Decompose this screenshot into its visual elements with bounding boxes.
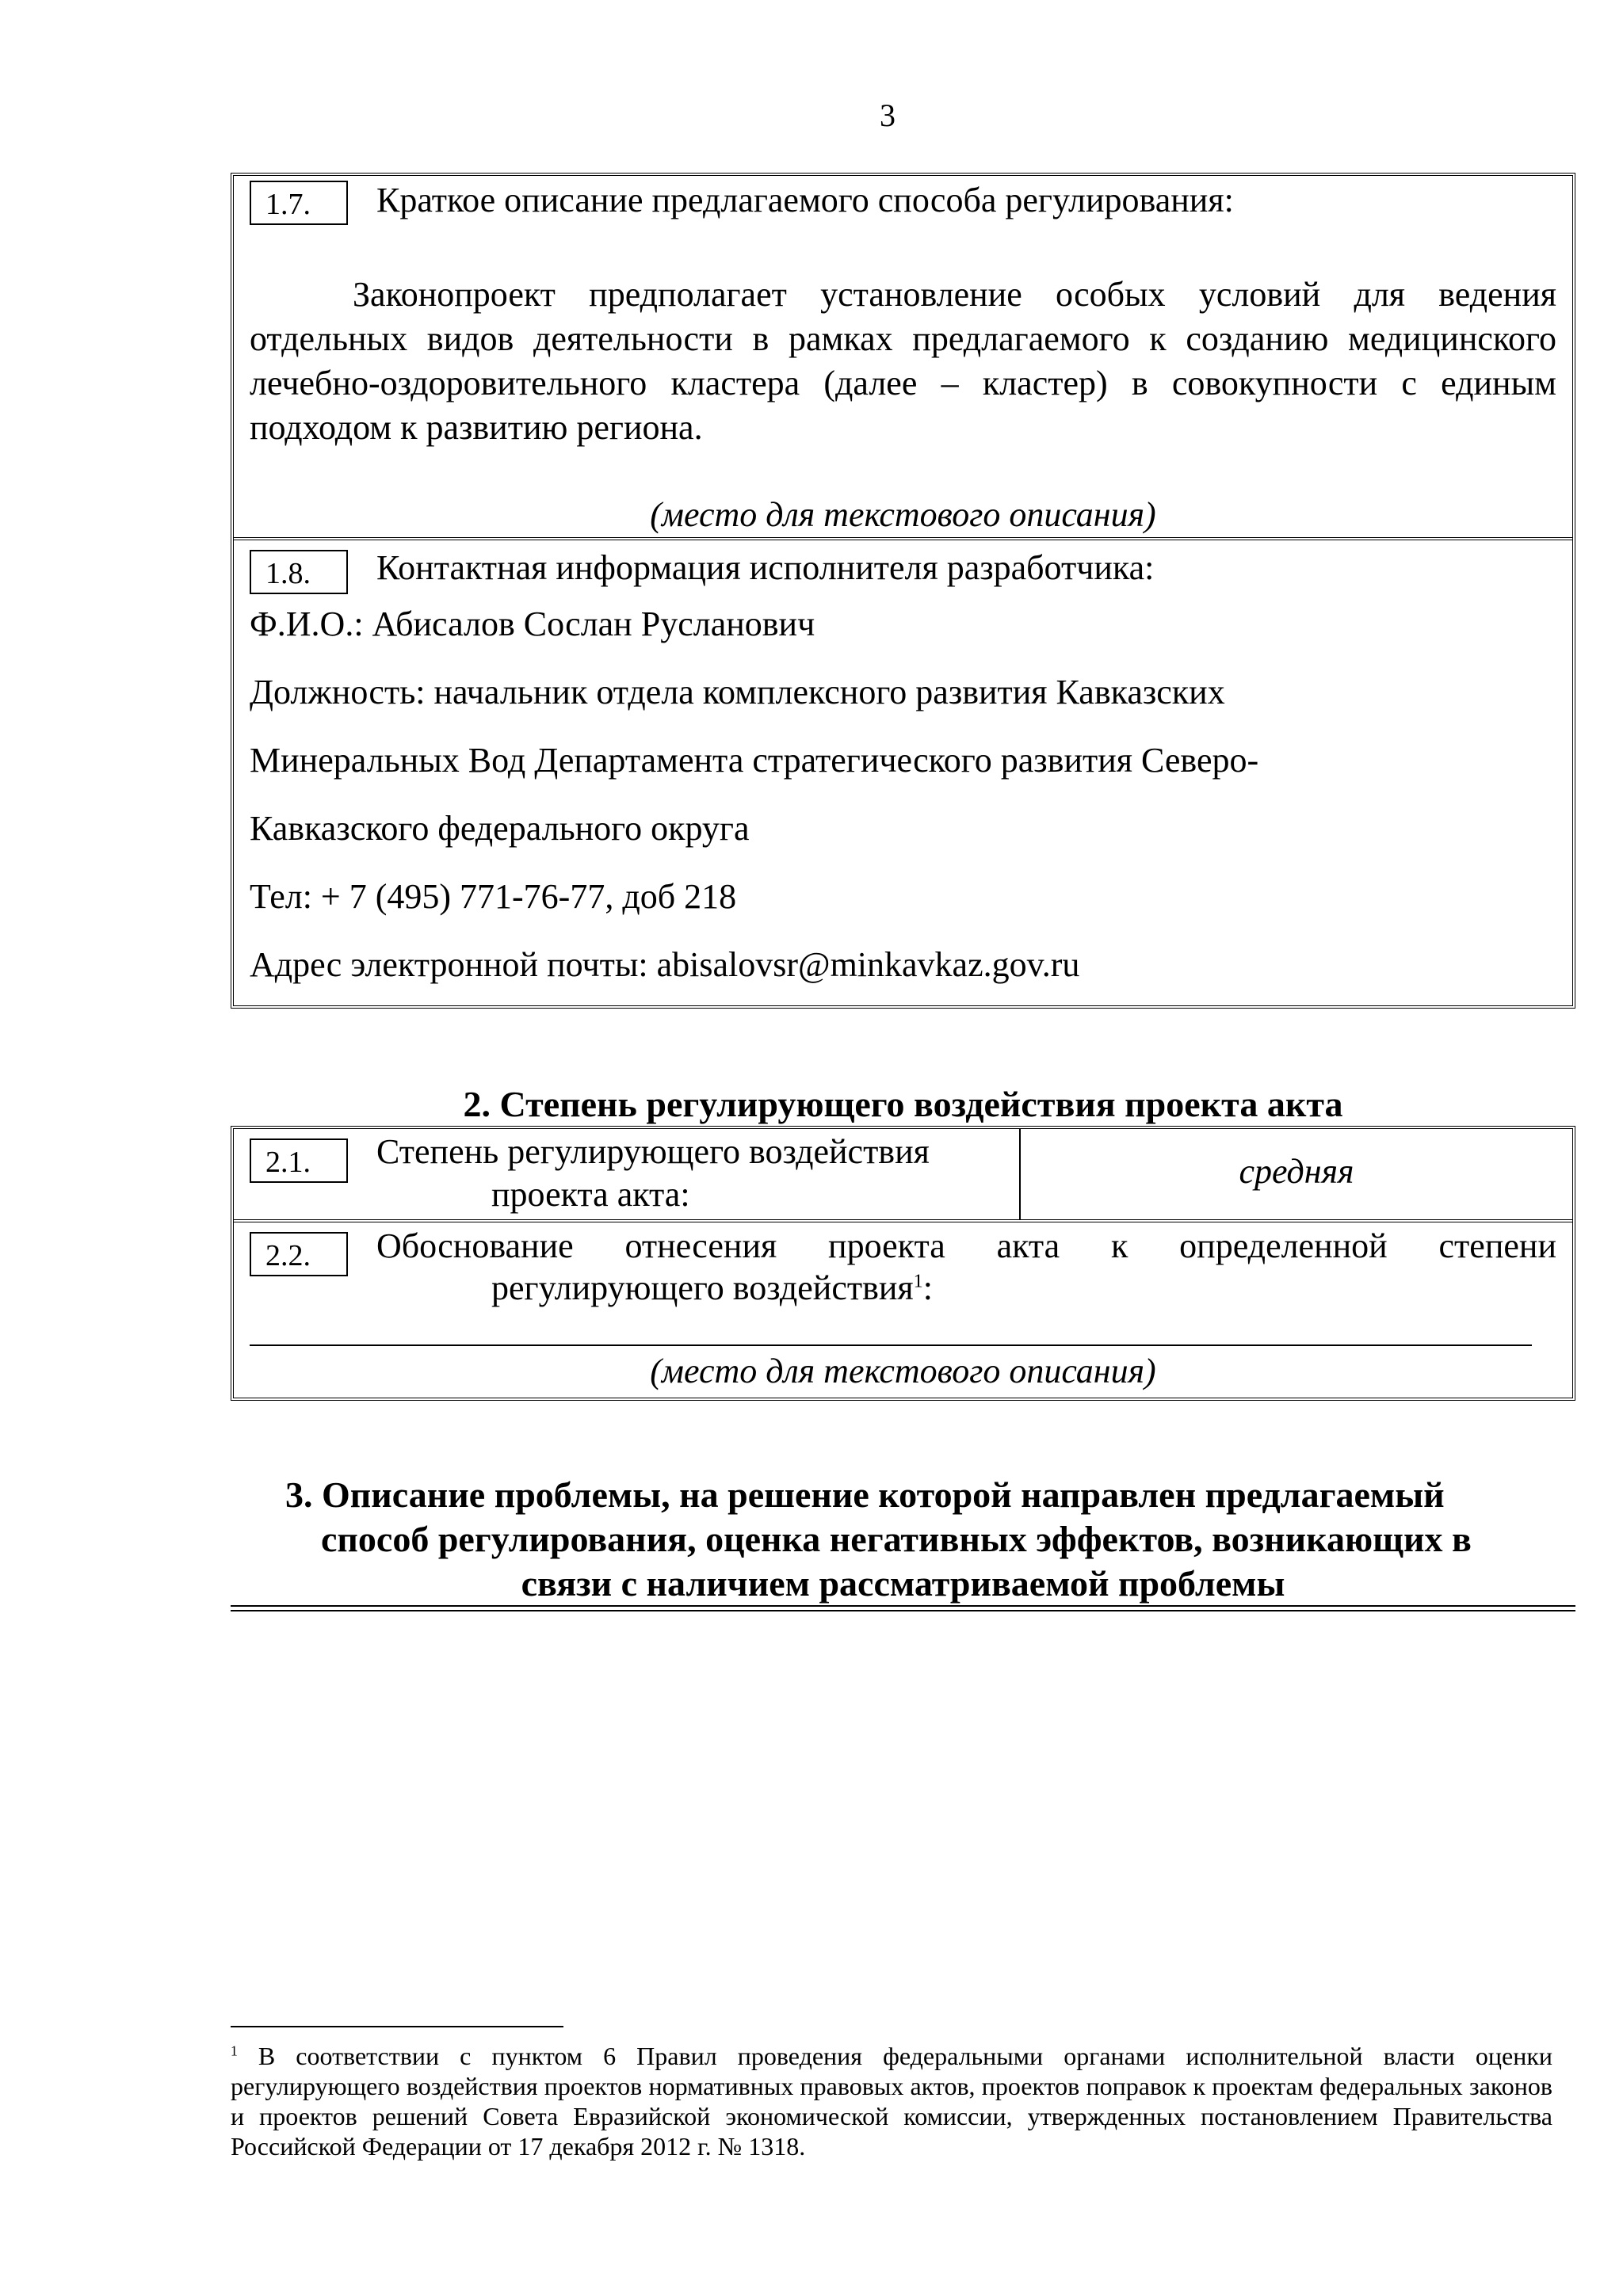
item-label-colon: : [922, 1268, 933, 1307]
section-3-title-line-3: связи с наличием рассматриваемой проблемы [521, 1563, 1285, 1604]
item-number-box: 1.8. [250, 550, 348, 594]
text-placeholder: (место для текстового описания) [650, 1352, 1156, 1390]
section-2-table [231, 1126, 1575, 1401]
item-number-box: 1.7. [250, 181, 348, 225]
footnote-separator [231, 2026, 563, 2027]
section-1-table [231, 173, 1575, 1009]
text-input-line [250, 1344, 1532, 1346]
footnote-text: В соответствии с пунктом 6 Правил проведения федеральными органами исполнительной власти оценки регулирующего воздействия проектов нормативных правовых актов, проектов поправок к проектам федеральных законов и проектов решений Совета Евразийской экономической комиссии, утвержденных постановлением Правительства Российской Федерации от 17 декабря 2012 г. № 1318. [231, 2042, 1552, 2161]
footnote-reference[interactable]: 1 [913, 1270, 923, 1292]
item-description-text: Законопроект предполагает установление особых условий для ведения отдельных видов деятельности в рамках предлагаемого к созданию медицинского лечебно-оздоровительного кластера (далее – кластер) в совокупности с единым подходом к развитию региона. [250, 275, 1556, 447]
contact-position-line-1: Должность: начальник отдела комплексного развития Кавказских [250, 673, 1225, 711]
footnote [231, 2041, 1552, 2161]
item-label-line-2-text: регулирующего воздействия [491, 1268, 914, 1307]
item-number-box: 2.1. [250, 1138, 348, 1183]
contact-phone: Тел: + 7 (495) 771-76-77, доб 218 [250, 877, 737, 916]
item-description [250, 273, 1556, 450]
item-number-box: 2.2. [250, 1232, 348, 1276]
item-heading: Краткое описание предлагаемого способа регулирования: [376, 181, 1234, 219]
section-2-title: 2. Степень регулирующего воздействия проекта акта [463, 1084, 1343, 1124]
footnote-mark: 1 [231, 2042, 238, 2059]
item-label-line-1: Степень регулирующего воздействия [376, 1132, 930, 1171]
contact-email: Адрес электронной почты: abisalovsr@minkavkaz.gov.ru [250, 945, 1080, 984]
contact-position-line-3: Кавказского федерального округа [250, 809, 750, 848]
section-3-title-line-2: способ регулирования, оценка негативных эффектов, возникающих в [321, 1519, 1472, 1559]
text-placeholder: (место для текстового описания) [650, 495, 1156, 534]
item-heading: Контактная информация исполнителя разработчика: [376, 548, 1155, 587]
contact-fio: Ф.И.О.: Абисалов Сослан Русланович [250, 605, 815, 643]
section-3-title-line-1: 3. Описание проблемы, на решение которой направлен предлагаемый [285, 1474, 1445, 1515]
contact-position-line-2: Минеральных Вод Департамента стратегического развития Северо- [250, 741, 1259, 780]
item-label-line-1 [376, 1224, 1556, 1268]
row-divider [234, 537, 1572, 540]
item-label-line-2: проекта акта: [491, 1175, 690, 1214]
page-number: 3 [880, 97, 896, 133]
section-3-title-rule [231, 1605, 1575, 1611]
item-label-line-1-text: Обоснование отнесения проекта акта к определенной степени [376, 1226, 1556, 1265]
row-divider [234, 1219, 1572, 1222]
impact-degree-value: средняя [1239, 1152, 1354, 1191]
item-label-line-2 [491, 1267, 933, 1310]
